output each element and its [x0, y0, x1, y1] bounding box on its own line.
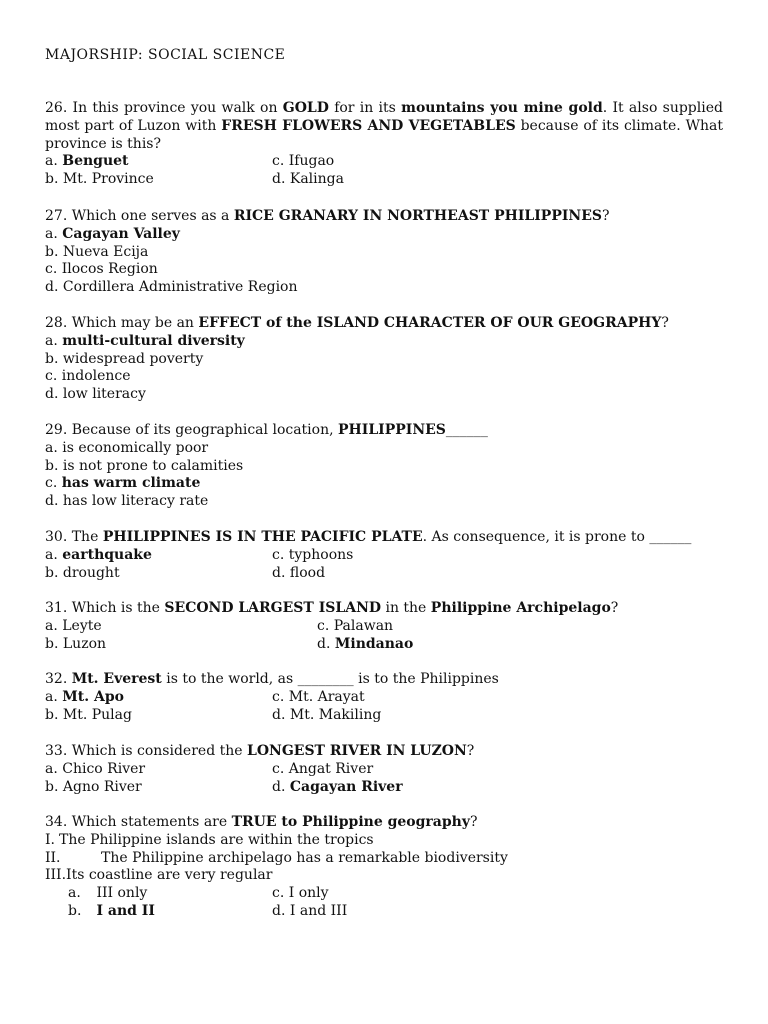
question-block	[45, 743, 723, 796]
option-row	[45, 226, 723, 244]
option-cell	[272, 689, 365, 707]
answer-option	[272, 707, 381, 723]
question-fragment: In this province you walk on	[67, 100, 283, 116]
option-cell	[272, 153, 334, 171]
question-fragment: . As consequence, it is prone to ______	[422, 529, 692, 545]
option-text: Leyte	[62, 617, 102, 634]
question-fragment: Which is considered the	[67, 743, 247, 759]
answer-option	[317, 618, 393, 634]
question-number: 27.	[45, 208, 68, 224]
option-letter: b.	[68, 902, 82, 919]
option-row	[45, 244, 723, 262]
option-letter: c.	[272, 153, 285, 170]
question-block	[45, 529, 723, 582]
option-text: I and III	[289, 902, 348, 919]
question-text	[45, 422, 723, 440]
option-row	[45, 761, 723, 779]
question-keyword: PHILIPPINES IS IN THE PACIFIC PLATE	[102, 529, 423, 545]
question-block	[45, 600, 723, 653]
option-row	[45, 386, 723, 404]
option-text: flood	[289, 564, 326, 581]
question-block	[45, 208, 723, 297]
answer-option	[45, 368, 131, 384]
option-letter: d.	[45, 279, 59, 296]
statement-text: The Philippine archipelago has a remarkable biodiversity	[101, 849, 508, 866]
answer-option	[45, 279, 298, 295]
question-fragment: in the	[381, 600, 431, 616]
question-keyword: TRUE to Philippine geography	[231, 814, 470, 830]
question-number: 26.	[45, 100, 68, 116]
question-fragment: ?	[610, 600, 619, 616]
question-block	[45, 422, 723, 511]
option-cell	[272, 707, 381, 725]
option-row	[45, 458, 723, 476]
option-row	[45, 475, 723, 493]
option-letter: c.	[272, 546, 285, 563]
answer-option	[45, 779, 142, 795]
option-text: Mt. Pulag	[62, 706, 132, 723]
option-row	[45, 351, 723, 369]
option-letter: d.	[45, 493, 59, 510]
option-cell	[45, 171, 154, 189]
option-row	[45, 565, 723, 583]
option-text: low literacy	[62, 386, 146, 403]
page-title: MAJORSHIP: SOCIAL SCIENCE	[45, 47, 286, 63]
option-text: Cagayan Valley	[62, 225, 180, 242]
option-cell	[272, 547, 353, 565]
option-letter: c.	[272, 760, 285, 777]
option-cell	[45, 779, 142, 797]
question-number: 29.	[45, 422, 68, 438]
option-cell	[272, 885, 329, 903]
question-fragment: Which may be an	[67, 315, 199, 331]
option-text: multi-cultural diversity	[62, 332, 245, 349]
answer-option	[68, 903, 155, 919]
option-letter: d.	[272, 171, 286, 188]
option-letter: d.	[272, 902, 286, 919]
answer-option	[317, 636, 413, 652]
option-row	[45, 493, 723, 511]
question-text	[45, 100, 723, 153]
option-text: I and II	[96, 902, 155, 919]
answer-option	[45, 386, 146, 402]
option-cell	[45, 153, 129, 171]
option-text: has low literacy rate	[62, 493, 209, 510]
question-number: 33.	[45, 743, 68, 759]
option-text: Ilocos Region	[61, 261, 158, 278]
answer-option	[45, 226, 180, 242]
answer-option	[68, 885, 147, 901]
option-row	[45, 903, 723, 921]
question-text	[45, 315, 723, 333]
question-keyword: SECOND LARGEST ISLAND	[164, 600, 382, 616]
option-cell	[317, 618, 393, 636]
question-fragment: Which one serves as a	[67, 208, 234, 224]
option-row	[45, 618, 723, 636]
answer-option	[45, 475, 200, 491]
option-cell	[45, 618, 102, 636]
question-number: 31.	[45, 600, 68, 616]
question-text	[45, 600, 723, 618]
option-text: Angat River	[288, 760, 374, 777]
answer-option	[272, 689, 365, 705]
option-text: Kalinga	[289, 171, 344, 188]
answer-option	[272, 779, 403, 795]
option-letter: d.	[272, 778, 286, 795]
question-block	[45, 100, 723, 189]
option-letter: b.	[45, 778, 59, 795]
statement-number: II.	[45, 849, 61, 866]
statement-text: The Philippine islands are within the tropics	[58, 831, 374, 848]
answer-option	[45, 153, 129, 169]
statement-number: III.	[45, 867, 67, 884]
option-cell	[68, 885, 147, 903]
statement-number: I.	[45, 831, 55, 848]
option-letter: d.	[272, 564, 286, 581]
question-text	[45, 208, 723, 226]
option-text: Mt. Arayat	[288, 688, 365, 705]
option-letter: b.	[45, 564, 59, 581]
option-cell	[272, 903, 347, 921]
answer-option	[45, 440, 208, 456]
option-row	[45, 279, 723, 297]
answer-option	[45, 636, 106, 652]
question-keyword: FRESH FLOWERS AND VEGETABLES	[221, 117, 516, 134]
option-letter: a.	[45, 760, 58, 777]
option-letter: d.	[45, 386, 59, 403]
answer-option	[45, 547, 152, 563]
answer-option	[45, 689, 124, 705]
option-cell	[272, 565, 325, 583]
answer-option	[45, 244, 148, 260]
option-letter: a.	[45, 332, 58, 349]
option-cell	[45, 565, 120, 583]
option-letter: c.	[272, 688, 285, 705]
question-keyword: GOLD	[282, 100, 329, 116]
question-keyword: RICE GRANARY IN NORTHEAST PHILIPPINES	[233, 208, 602, 224]
option-text: I only	[288, 885, 329, 902]
question-fragment: Which is the	[67, 600, 165, 616]
option-cell	[272, 779, 403, 797]
option-text: III only	[96, 885, 148, 902]
option-row	[45, 885, 723, 903]
statement-line	[45, 867, 723, 885]
question-fragment: ?	[469, 814, 478, 830]
option-letter: c.	[45, 261, 58, 278]
question-number: 30.	[45, 529, 68, 545]
answer-option	[45, 333, 245, 349]
option-letter: b.	[45, 706, 59, 723]
answer-option	[45, 707, 132, 723]
answer-option	[45, 351, 203, 367]
answer-option	[272, 903, 347, 919]
question-fragment: ______	[445, 422, 488, 438]
answer-option	[272, 565, 325, 581]
option-text: earthquake	[62, 546, 152, 563]
question-keyword: Philippine Archipelago	[430, 600, 611, 616]
answer-option	[45, 618, 102, 634]
option-text: Nueva Ecija	[62, 243, 149, 260]
option-letter: a.	[68, 885, 81, 902]
question-keyword: PHILIPPINES	[338, 422, 446, 438]
option-row	[45, 779, 723, 797]
option-row	[45, 636, 723, 654]
option-letter: c.	[45, 368, 58, 385]
question-fragment: because of its climate. What province is this?	[45, 117, 723, 152]
option-text: is not prone to calamities	[62, 457, 244, 474]
question-block	[45, 671, 723, 724]
answer-option	[45, 761, 145, 777]
option-text: indolence	[61, 368, 131, 385]
answer-option	[45, 458, 243, 474]
option-cell	[45, 547, 152, 565]
option-row	[45, 171, 723, 189]
question-text	[45, 529, 723, 547]
option-text: Agno River	[62, 778, 142, 795]
answer-option	[45, 261, 158, 277]
option-text: Luzon	[62, 635, 107, 652]
option-letter: c.	[272, 885, 285, 902]
question-keyword: mountains you mine gold	[401, 100, 603, 116]
option-letter: a.	[45, 439, 58, 456]
statement-line	[45, 832, 723, 850]
option-letter: b.	[45, 243, 59, 260]
option-row	[45, 707, 723, 725]
question-keyword: EFFECT of the ISLAND CHARACTER OF OUR GEOGRAPHY	[198, 315, 662, 331]
option-row	[45, 368, 723, 386]
option-text: typhoons	[288, 546, 354, 563]
question-number: 34.	[45, 814, 68, 830]
question-fragment: . It also supplied most part of Luzon with	[45, 100, 723, 134]
option-row	[45, 440, 723, 458]
question-text	[45, 743, 723, 761]
option-letter: b.	[45, 635, 59, 652]
option-row	[45, 261, 723, 279]
option-letter: c.	[317, 617, 330, 634]
question-block	[45, 814, 723, 921]
question-keyword: Mt. Everest	[71, 671, 162, 687]
question-fragment: is to the world, as ________ is to the Philippines	[161, 671, 499, 687]
option-row	[45, 333, 723, 351]
option-cell	[45, 689, 124, 707]
answer-option	[45, 565, 120, 581]
answer-option	[45, 493, 208, 509]
question-keyword: LONGEST RIVER IN LUZON	[246, 743, 467, 759]
option-text: Mt. Apo	[62, 688, 124, 705]
question-number: 28.	[45, 315, 68, 331]
question-fragment: Because of its geographical location,	[67, 422, 339, 438]
option-letter: b.	[45, 350, 59, 367]
question-fragment: ?	[601, 208, 610, 224]
answer-option	[272, 171, 344, 187]
option-letter: c.	[45, 475, 58, 492]
option-letter: a.	[45, 688, 58, 705]
option-letter: a.	[45, 546, 58, 563]
answer-option	[272, 761, 373, 777]
option-text: Cordillera Administrative Region	[62, 279, 298, 296]
option-text: Mt. Makiling	[289, 706, 382, 723]
question-fragment: for in its	[328, 100, 402, 116]
question-fragment: Which statements are	[67, 814, 232, 830]
question-fragment: ?	[661, 315, 669, 331]
option-row	[45, 153, 723, 171]
statement-text: Its coastline are very regular	[66, 867, 273, 884]
option-cell	[317, 636, 413, 654]
option-letter: a.	[45, 153, 58, 170]
option-text: Mindanao	[334, 635, 414, 652]
answer-option	[45, 171, 154, 187]
option-text: Ifugao	[288, 153, 335, 170]
question-text	[45, 814, 723, 832]
question-number: 32.	[45, 671, 68, 687]
option-text: Mt. Province	[62, 171, 154, 188]
option-cell	[68, 903, 155, 921]
option-letter: d.	[317, 635, 331, 652]
option-text: Cagayan River	[289, 778, 403, 795]
option-cell	[45, 707, 132, 725]
option-text: Palawan	[333, 617, 394, 634]
option-text: widespread poverty	[62, 350, 204, 367]
option-text: has warm climate	[61, 475, 201, 492]
option-text: is economically poor	[62, 439, 209, 456]
option-letter: b.	[45, 457, 59, 474]
answer-option	[272, 153, 334, 169]
option-text: Benguet	[62, 153, 129, 170]
option-letter: b.	[45, 171, 59, 188]
option-text: Chico River	[62, 760, 146, 777]
option-row	[45, 689, 723, 707]
option-letter: a.	[45, 617, 58, 634]
question-text	[45, 671, 723, 689]
question-fragment: ?	[466, 743, 475, 759]
question-fragment: The	[67, 529, 103, 545]
option-row	[45, 547, 723, 565]
answer-option	[272, 547, 353, 563]
statement-line	[45, 850, 723, 868]
option-letter: a.	[45, 225, 58, 242]
option-letter: d.	[272, 706, 286, 723]
option-cell	[272, 171, 344, 189]
answer-option	[272, 885, 329, 901]
option-text: drought	[62, 564, 120, 581]
question-block	[45, 315, 723, 404]
option-cell	[272, 761, 373, 779]
option-cell	[45, 636, 106, 654]
option-cell	[45, 761, 145, 779]
